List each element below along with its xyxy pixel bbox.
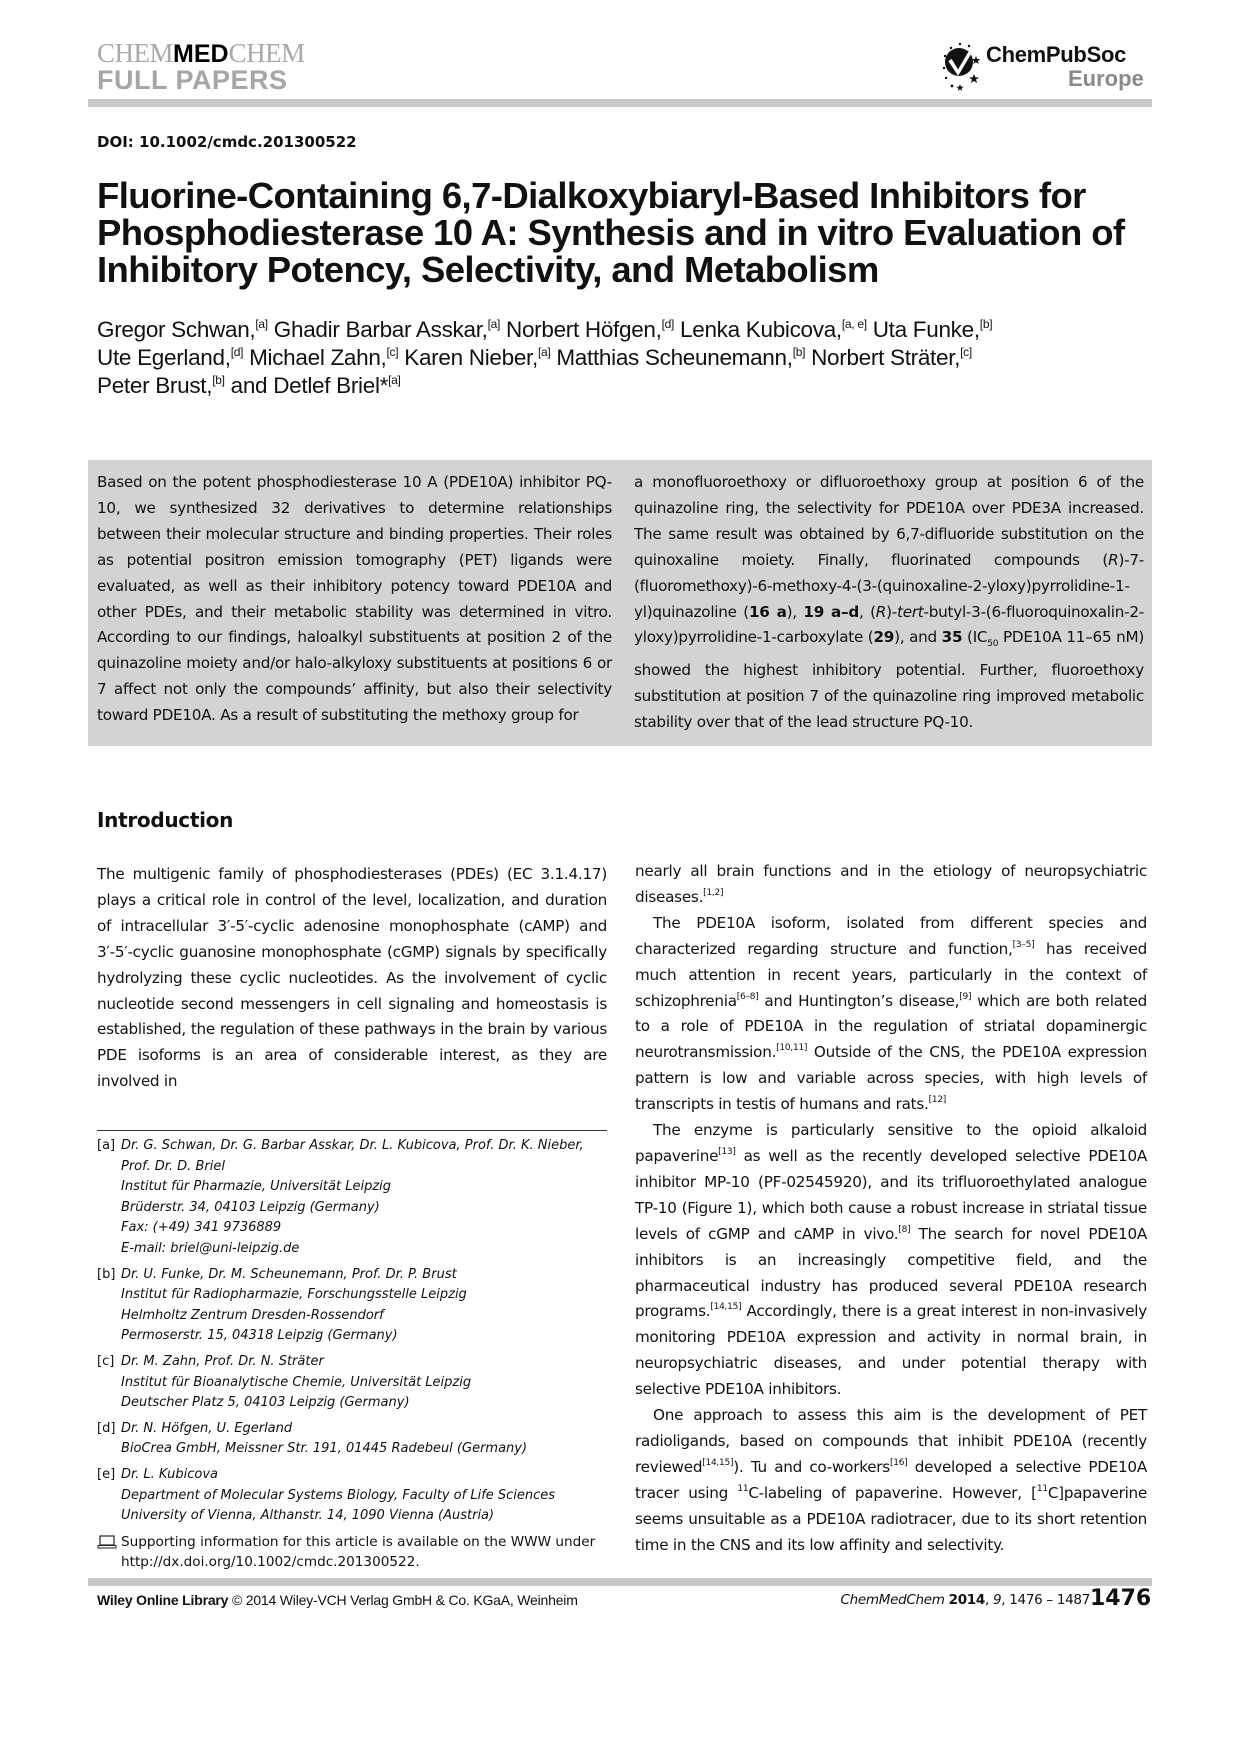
author: Michael Zahn,[c] <box>249 345 399 370</box>
paragraph: One approach to assess this aim is the development of PET radioligands, based on compounds that inhibit PDE10A (recently reviewed[14,15]). Tu and co-workers[16] developed a selective PDE10A tracer using $^{11}$C-labeling of papaverine. However, [$^{11}$C]papaverine seems unsuitable as a PDE10A radiotracer, due to its short retention time in the CNS and its low affinity and selectivity. <box>635 1406 1148 1554</box>
supporting-info-link[interactable]: http://dx.doi.org/10.1002/cmdc.201300522. <box>121 1554 420 1571</box>
author: Lenka Kubicova,[a, e] <box>680 317 867 342</box>
citation: [13] <box>718 1146 736 1157</box>
compound-ref: 19 a–d <box>803 602 859 621</box>
doi: DOI: 10.1002/cmdc.201300522 <box>97 133 357 151</box>
author-list <box>97 316 1167 400</box>
abstract-text: a monofluoroethoxy or difluoroethoxy group at position 6 of the quinazoline ring, the selectivity for PDE10A over PDE3A increased. The same result was obtained by 6,7-difluoride substitution on the quinoxaline moiety. Finally, fluorinated compounds (R)-7-(fluoromethoxy)-6-methoxy-4-(3-(quinoxaline-2-yloxy)pyrrolidine-1-yl)quinazoline (16 a), 19 a–d, (R)-tert-butyl-3-(6-fluoroquinoxalin-2-yloxy)pyrrolidine-1-carboxylate (29), and 35 ($IC_{50}$ PDE10A 11–65 nM) showed the highest inhibitory potential. Further, fluoroethoxy substitution at position 7 of the quinazoline ring improved metabolic stability over that of the lead structure PQ-10. <box>634 473 1145 732</box>
journal-name-prefix: CHEM <box>97 38 174 68</box>
abstract-text: Based on the potent phosphodiesterase 10 A (PDE10A) inhibitor PQ-10, we synthesized 32 derivatives to determine relationships between their molecular structure and binding properties. Their roles as potential positron emission tomography (PET) ligands were evaluated, as well as their inhibitory potency toward PDE10A and other PDEs, and their metabolic stability was determined in vitro. According to our findings, haloalkyl substituents at position 2 of the quinazoline moiety and/or halo-alkyloxy substituents at positions 6 or 7 affect not only the compounds’ affinity, but also their selectivity toward PDE10A. As a result of substituting the methoxy group for <box>97 473 612 725</box>
abstract <box>88 460 1152 746</box>
author: Ghadir Barbar Asskar,[a] <box>273 317 501 342</box>
intro-right-column <box>635 859 1147 1558</box>
compound-ref: 16 a <box>748 602 787 621</box>
affiliation-d: [d] Dr. N. Höfgen, U. Egerland BioCrea GmbH, Meissner Str. 191, 01445 Radebeul (Germany) <box>97 1420 528 1457</box>
affiliations <box>97 1136 617 1573</box>
author: Uta Funke,[b] <box>872 317 993 342</box>
footer-divider <box>88 1578 1152 1586</box>
footer-citation: ChemMedChem 2014, 9, 1476 – 1487 <box>840 1592 1090 1608</box>
abstract-left-column <box>97 470 612 729</box>
citation: [1,2] <box>703 887 724 898</box>
affiliation-e: [e] Dr. L. Kubicova Department of Molecular Systems Biology, Faculty of Life Sciences University of Vienna, Althanstr. 14, 1090 Vienna (Austria) <box>97 1466 556 1524</box>
citation: [3–5] <box>1012 939 1035 950</box>
compound-ref: 29 <box>873 628 895 647</box>
paragraph: nearly all brain functions and in the etiology of neuropsychiatric diseases.[1,2] <box>635 862 1147 906</box>
supporting-information: Supporting information for this article is available on the WWW under http://dx.doi.org/10.1002/cmdc.201300522. <box>97 1532 617 1573</box>
section-heading: Introduction <box>97 808 234 832</box>
section-label: FULL PAPERS <box>97 65 288 95</box>
abstract-right-column <box>634 470 1144 736</box>
author: Ute Egerland,[d] <box>97 345 244 370</box>
compound-ref: 35 <box>941 628 963 647</box>
citation: [6–8] <box>736 991 759 1002</box>
author: Norbert Sträter,[c] <box>811 345 972 370</box>
journal-name-suffix: CHEM <box>228 38 305 68</box>
author: and Detlef Briel*[a] <box>230 373 401 398</box>
author: Gregor Schwan,[a] <box>97 317 268 342</box>
footnote-divider <box>97 1130 607 1131</box>
paragraph: The enzyme is particularly sensitive to the opioid alkaloid papaverine[13] as well as the recently developed selective PDE10A inhibitor MP-10 (PF-02545920), and its trifluoroethylated analogue TP-10 (Figure 1), which both cause a robust increase in striatal tissue levels of cGMP and cAMP in vivo.[8] The search for novel PDE10A inhibitors is an increasingly competitive field, and the pharmaceutical industry has produced several PDE10A research programs.[14,15] Accordingly, there is a great interest in non-invasively monitoring PDE10A expression and activity in normal brain, in neuropsychiatric diseases, and under potential therapy with selective PDE10A inhibitors. <box>635 1121 1147 1399</box>
citation: [14,15] <box>702 1457 734 1468</box>
affiliation-a: [a] Dr. G. Schwan, Dr. G. Barbar Asskar, Dr. L. Kubicova, Prof. Dr. K. Nieber, Prof. Dr. D. Briel Institut für Pharmazie, Universität Leipzig Brüderstr. 34, 04103 Leipzig (Germany) Fax: (+49) 341 9736889 E-mail: briel@uni-leipzig.de <box>97 1138 584 1256</box>
affiliation-c: [c] Dr. M. Zahn, Prof. Dr. N. Sträter Institut für Bioanalytische Chemie, Universität Leipzig Deutscher Platz 5, 04103 Leipzig (Germany) <box>97 1353 472 1411</box>
publisher-name: ChemPubSoc <box>986 42 1127 67</box>
author: Peter Brust,[b] <box>97 373 225 398</box>
publisher-region: Europe <box>1068 66 1144 91</box>
laptop-icon <box>97 1535 117 1549</box>
citation: [12] <box>928 1095 947 1106</box>
publisher-logo <box>940 40 1160 96</box>
intro-left-column <box>97 862 607 1095</box>
paragraph: The PDE10A isoform, isolated from different species and characterized regarding structure and function,[3–5] has received much attention in recent years, particularly in the context of schizophrenia[6–8] and Huntington’s disease,[9] which are both related to a role of PDE10A in the regulation of striatal dopaminergic neurotransmission.[10,11] Outside of the CNS, the PDE10A expression pattern is low and variable across species, with high levels of transcripts in testis of humans and rats.[12] <box>635 913 1147 1114</box>
page-number: 1476 <box>1090 1586 1152 1611</box>
wiley-online-library-link[interactable]: Wiley Online Library <box>97 1592 229 1608</box>
header-divider <box>88 99 1152 107</box>
affiliation-b: [b] Dr. U. Funke, Dr. M. Scheunemann, Prof. Dr. P. Brust Institut für Radiopharmazie, Forschungsstelle Leipzig Helmholtz Zentrum Dresden-Rossendorf Permoserstr. 15, 04318 Leipzig (Germany) <box>97 1266 467 1344</box>
journal-name <box>97 40 305 67</box>
article-title: Fluorine-Containing 6,7-Dialkoxybiaryl-Based Inhibitors for Phosphodiesterase 10 A: Synthesis and in vitro Evaluation of Inhibitory Potency, Selectivity, and Metabolism <box>97 175 1125 290</box>
citation: [9] <box>959 991 972 1002</box>
citation: [10,11] <box>776 1043 808 1054</box>
citation: [14,15] <box>710 1302 742 1313</box>
footer-copyright: Wiley Online Library © 2014 Wiley-VCH Verlag GmbH & Co. KGaA, Weinheim <box>97 1592 578 1608</box>
paragraph: The multigenic family of phosphodiesterases (PDEs) (EC 3.1.4.17) plays a critical role in control of the level, localization, and duration of intracellular 3′-5′-cyclic adenosine monophosphate (cAMP) and 3′-5′-cyclic guanosine monophosphate (cGMP) signals by specifically hydrolyzing these cyclic nucleotides. As the involvement of cyclic nucleotide second messengers in cell signaling and homeostasis is established, the regulation of these pathways in the brain by various PDE isoforms is an area of considerable interest, as they are involved in <box>97 865 607 1091</box>
author: Matthias Scheunemann,[b] <box>556 345 806 370</box>
author: Karen Nieber,[a] <box>404 345 551 370</box>
journal-name-mid: MED <box>173 40 229 68</box>
citation: [8] <box>898 1224 911 1235</box>
author: Norbert Höfgen,[d] <box>506 317 675 342</box>
chempubsoc-star-check-icon <box>940 40 986 96</box>
citation: [16] <box>889 1457 908 1468</box>
